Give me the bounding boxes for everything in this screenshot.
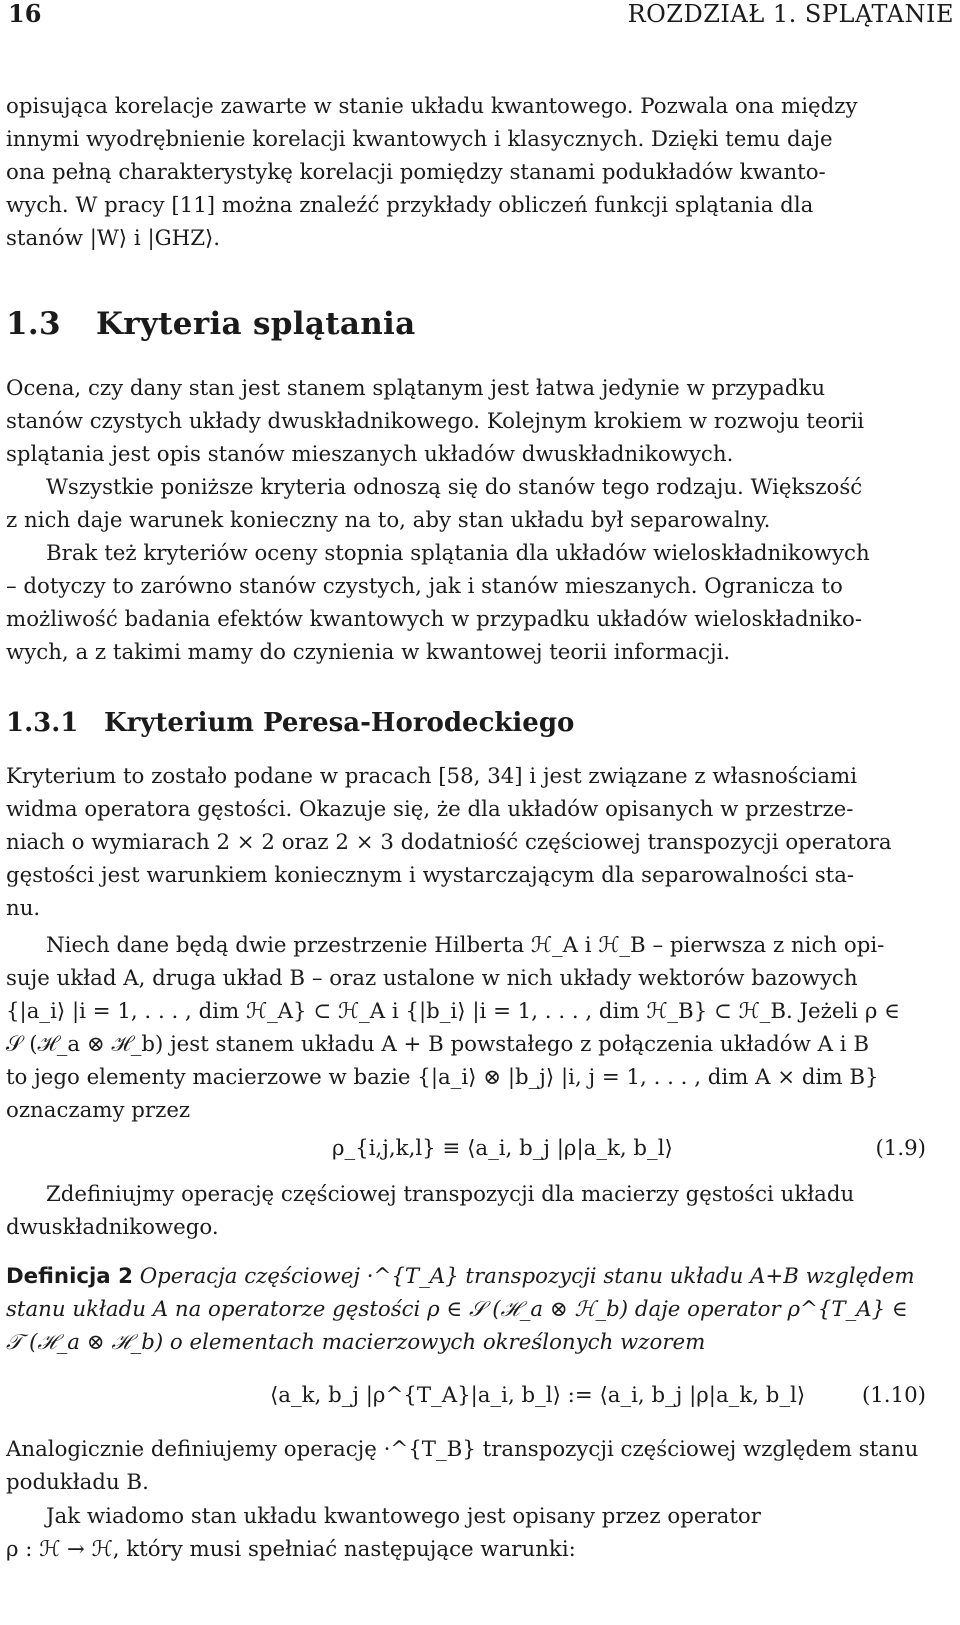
text-line: nu. (6, 896, 41, 921)
text-line: z nich daje warunek konieczny na to, aby stan układu był separowalny. (6, 508, 771, 533)
definition-label: Definicja 2 (6, 1264, 133, 1289)
text-line: Zdefiniujmy operację częściowej transpozycji dla macierzy gęstości układu (46, 1182, 855, 1207)
text-line: gęstości jest warunkiem koniecznym i wystarczającym dla separowalności sta- (6, 863, 855, 888)
section-number: 1.3 (6, 306, 61, 342)
text-line: Brak też kryteriów oceny stopnia splątania dla układów wieloskładnikowych (46, 541, 870, 566)
paragraph-analogous (6, 1433, 922, 1499)
text-line: stanu układu A na operatorze gęstości ρ ∈ 𝒮 (ℋ_a ⊗ ℋ_b) daje operator ρ^{T_A} ∈ (6, 1297, 908, 1322)
text-line: Analogicznie definiujemy operację ·^{T_B} transpozycji częściowej względem stanu (6, 1437, 919, 1462)
section-heading (6, 304, 416, 344)
text-line: to jego elementy macierzowe w bazie {|a_i⟩ ⊗ |b_j⟩ |i, j = 1, . . . , dim A × dim B} (6, 1065, 879, 1090)
text-line: splątania jest opis stanów mieszanych układów dwuskładnikowych. (6, 442, 734, 467)
running-title: ROZDZIAŁ 1. SPLĄTANIE (627, 0, 954, 28)
subsection-paragraph-1 (6, 760, 922, 925)
text-line: niach o wymiarach 2 × 2 oraz 2 × 3 dodatniość częściowej transpozycji operatora (6, 830, 892, 855)
page-header (8, 0, 954, 32)
text-line: możliwość badania efektów kwantowych w przypadku układów wieloskładniko- (6, 607, 863, 632)
equation-number: (1.9) (875, 1136, 926, 1161)
equation-1-10 (6, 1378, 926, 1414)
equation-body: ρ_{i,j,k,l} ≡ ⟨a_i, b_j |ρ|a_k, b_l⟩ (332, 1136, 673, 1161)
text-line: Wszystkie poniższe kryteria odnoszą się do stanów tego rodzaju. Większość (46, 475, 863, 500)
text-line: ona pełną charakterystykę korelacji pomiędzy stanami podukładów kwanto- (6, 160, 826, 185)
text-line: stanów czystych układy dwuskładnikowego. Kolejnym krokiem w rozwoju teorii (6, 409, 865, 434)
text-line: stanów |W⟩ i |GHZ⟩. (6, 226, 221, 251)
equation-number: (1.10) (861, 1383, 926, 1408)
definition-text: Operacja częściowej ·^{T_A} transpozycji stanu układu A+B względem (139, 1264, 915, 1289)
text-line: 𝒯 (ℋ_a ⊗ ℋ_b) o elementach macierzowych określonych wzorem (6, 1330, 706, 1355)
equation-body: ⟨a_k, b_j |ρ^{T_A}|a_i, b_l⟩ := ⟨a_i, b_j |ρ|a_k, b_l⟩ (270, 1383, 806, 1408)
definition-block (6, 1260, 922, 1359)
text-line (6, 1260, 922, 1293)
section-paragraph-2 (6, 471, 922, 537)
text-line: innymi wyodrębnienie korelacji kwantowych i klasycznych. Dzięki temu daje (6, 127, 833, 152)
text-line: Jak wiadomo stan układu kwantowego jest opisany przez operator (46, 1504, 761, 1529)
hilbert-paragraph (6, 929, 922, 1127)
text-line: Niech dane będą dwie przestrzenie Hilberta ℋ_A i ℋ_B – pierwsza z nich opi- (46, 933, 885, 958)
text-line: ρ : ℋ → ℋ, który musi spełniać następujące warunki: (6, 1537, 576, 1562)
text-line: Ocena, czy dany stan jest stanem splątanym jest łatwa jedynie w przypadku (6, 376, 826, 401)
subsection-heading (6, 706, 574, 740)
page-number: 16 (8, 0, 42, 28)
text-line: oznaczamy przez (6, 1098, 191, 1123)
text-line: podukładu B. (6, 1470, 149, 1495)
section-paragraph-1 (6, 372, 922, 471)
text-line: Kryterium to zostało podane w pracach [58, 34] i jest związane z własnościami (6, 764, 858, 789)
intro-paragraph (6, 90, 922, 255)
paragraph-final (6, 1500, 922, 1566)
text-line: wych. W pracy [11] można znaleźć przykłady obliczeń funkcji splątania dla (6, 193, 814, 218)
paragraph-partial-transpose-intro (6, 1178, 922, 1244)
text-line: {|a_i⟩ |i = 1, . . . , dim ℋ_A} ⊂ ℋ_A i {|b_i⟩ |i = 1, . . . , dim ℋ_B} ⊂ ℋ_B. Jeżeli ρ ∈ (6, 999, 900, 1024)
text-line: 𝒮 (ℋ_a ⊗ ℋ_b) jest stanem układu A + B powstałego z połączenia układów A i B (6, 1032, 869, 1057)
text-line: opisująca korelacje zawarte w stanie układu kwantowego. Pozwala ona między (6, 94, 858, 119)
section-title: Kryteria splątania (96, 306, 416, 342)
text-line: widma operatora gęstości. Okazuje się, że dla układów opisanych w przestrze- (6, 797, 854, 822)
text-line: – dotyczy to zarówno stanów czystych, jak i stanów mieszanych. Ogranicza to (6, 574, 843, 599)
text-line: wych, a z takimi mamy do czynienia w kwantowej teorii informacji. (6, 640, 731, 665)
text-line: suje układ A, druga układ B – oraz ustalone w nich układy wektorów bazowych (6, 966, 858, 991)
text-line: dwuskładnikowego. (6, 1215, 219, 1240)
section-paragraph-3 (6, 537, 922, 669)
equation-1-9 (6, 1131, 926, 1167)
subsection-title: Kryterium Peresa-Horodeckiego (104, 708, 575, 738)
subsection-number: 1.3.1 (6, 708, 79, 738)
